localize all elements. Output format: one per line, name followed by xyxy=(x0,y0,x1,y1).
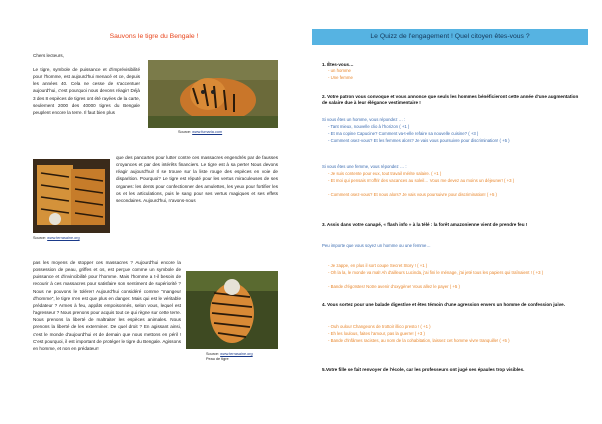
photo-caption-3-extra: Peau de tigre xyxy=(206,357,229,361)
q1-option-2[interactable]: - Une femme xyxy=(328,75,353,80)
source-link-1[interactable]: www.fumaria.com xyxy=(192,130,223,134)
article-paragraph-1: Le tigre, symbole de puissance et d'imprévisibilité pour l'homme, est aujourd'hui menacé et ce, depuis les années 40. Cela ne cesse de s'accentuer aujourd'hui, c'est pourquoi nous devons réagir! Déjà 3 des 8 espèces de tigres ont été rayées de la carte, seulement 2000 des 40000 tigres du Bengale peuplent encore la terre. Il faut bien plus xyxy=(33,67,140,115)
q2-man-option-3[interactable]: - Comment osez-vous? Et les femmes alors? Je vais vous poursuivre pour discrimination! ( +5 ) xyxy=(328,138,510,143)
q3-option-3[interactable]: - Bande d'égoïstes! Notre avenir d'oxygène! Vous allez le payer ( +5 ) xyxy=(328,284,460,289)
tiger-skin-photo xyxy=(186,271,278,349)
question-4: 4. Vous sortez pour une balade digestive et êtes témoin d'une agression envers un homme de confession juive. xyxy=(322,302,566,307)
q2-woman-intro: Si vous êtes une femme, vous répondez … : xyxy=(322,164,407,169)
question-1: 1. Êtes-vous… xyxy=(322,62,354,67)
source-link-2[interactable]: www.terrasaine.org xyxy=(47,236,80,240)
photo-caption-3: Source: www.terrasaine.org Peau de tigre xyxy=(206,352,253,361)
tiger-skins-photo xyxy=(33,159,110,233)
article-paragraph-2: que des pancartes pour lutter contre ces massacres engendrés par de fausses croyances et par des intérêts financiers. Le tigre est à sa perte! Nous devons réagir aujourd'hui! Il se trouve sur la liste rouge des espèces en voie de disparition. Pourquoi? Le tigre est réputé pour les vertus miraculeuses de ses organes: les dents pour confectionner des amulettes, les yeux pour fortifier les os et les articulations, puis le sang pour ses vertus magiques et ses effets secondaires. Aujourd'hui, n'avons-nous xyxy=(116,155,278,203)
question-5: 5.Votre fille se fait renvoyer de l'école, car les professeurs ont jugé ses épaules trop visibles. xyxy=(322,367,525,372)
source-link-3[interactable]: www.terrasaine.org xyxy=(220,352,253,356)
photo-caption-1: Source: www.fumaria.com xyxy=(178,130,223,134)
q2-man-intro: Si vous êtes un homme, vous répondez … : xyxy=(322,117,406,122)
q2-man-option-1[interactable]: - Tant mieux, nouvelle clio à l'horizon ( +1 ) xyxy=(328,124,410,129)
q1-option-1[interactable]: - un homme xyxy=(328,68,351,73)
tiger-photo xyxy=(148,60,278,128)
q4-option-1[interactable]: - Ouh oulou! Changeons de trottoir illico presto ! ( +1 ) xyxy=(328,324,431,329)
q4-option-2[interactable]: - Eh les loulous, faites l'amour, pas la guerre! ( +3 ) xyxy=(328,331,425,336)
quiz-title: Le Quizz de l'engagement ! Quel citoyen êtes-vous ? xyxy=(312,29,588,45)
q3-option-2[interactable]: - Oh la la, le monde va mal! Ah d'ailleurs Lucinda, j'ai fini le ménage, j'ai jeté tous les papiers qui traînaient ! ( +3 ) xyxy=(328,270,544,275)
greeting: Chers lecteurs, xyxy=(33,53,64,58)
q2-woman-option-3[interactable]: - Comment osez-vous? Et nous alors? Je vais vous poursuivre pour discrimination! ( +5 ) xyxy=(328,192,497,197)
q2-man-option-2[interactable]: - Et ma copine Capucine? Comment va-t-elle refaire sa nouvelle cuisine? ( +3 ) xyxy=(328,131,479,136)
question-3: 3. Assis dans votre canapé, « flash info » à la télé : la forêt amazonienne vient de prendre feu ! xyxy=(322,222,528,227)
photo-caption-2: Source: www.terrasaine.org xyxy=(33,236,80,240)
question-2: 2. Votre patron vous convoque et vous annonce que seuls les hommes bénéficieront cette année d'une augmentation de salaire due à leur élégance vestimentaire ! xyxy=(322,94,579,106)
q2-woman-option-1[interactable]: - Je suis contente pour eux, tout travail mérite salaire. ( +1 ) xyxy=(328,171,442,176)
q2-woman-option-2[interactable]: - Et moi qui pensais m'offrir des vacances au soleil… Vous me devez au moins un déjeuner! ( +3 ) xyxy=(328,178,515,183)
q3-option-1[interactable]: - Je zappe, en plus il sort coupe Secret Story ! ( +1 ) xyxy=(328,263,428,268)
article-paragraph-3: pas les moyens de stopper ces massacres ? Aujourd'hui encore la possession de peau, griffes et os, est perçue comme un symbole de puissance et d'invincibilité pour l'homme. Mais l'homme a t-il besoin de recourir à ces massacres pour satisfaire son sentiment de supériorité ? Nous ne pouvons le tolérer! Aujourd'hui considéré comme "mangeur d'homme", le tigre n'en est que plus en danger. Mais qui est le véritable prédateur ? Armes à feu, appâts empoisonnés, selon vous, lequel est l'agresseur ? Nous prenons pour acquis tout ce qui règne sur cette terre. Nous prenons la liberté de maltraiter les espèces animales. Nous prenons la liberté de les exterminer. De quel droit ? En agissant ainsi, c'est le monde d'aujourd'hui et de demain que nous mettons en péril ! C'est pourquoi, il est important de protéger le tigre du Bengale. Agissons en homme, et non en prédateur! xyxy=(33,260,181,351)
q4-option-3[interactable]: - Bande d'infâmes racistes, au nom de la cohabitation, laissez cet homme vivre tranquille! ( +5 ) xyxy=(328,338,510,343)
q3-intro: Peu importe que vous soyez un homme ou une femme… xyxy=(322,243,431,248)
article-title: Sauvons le tigre du Bengale ! xyxy=(109,33,199,40)
